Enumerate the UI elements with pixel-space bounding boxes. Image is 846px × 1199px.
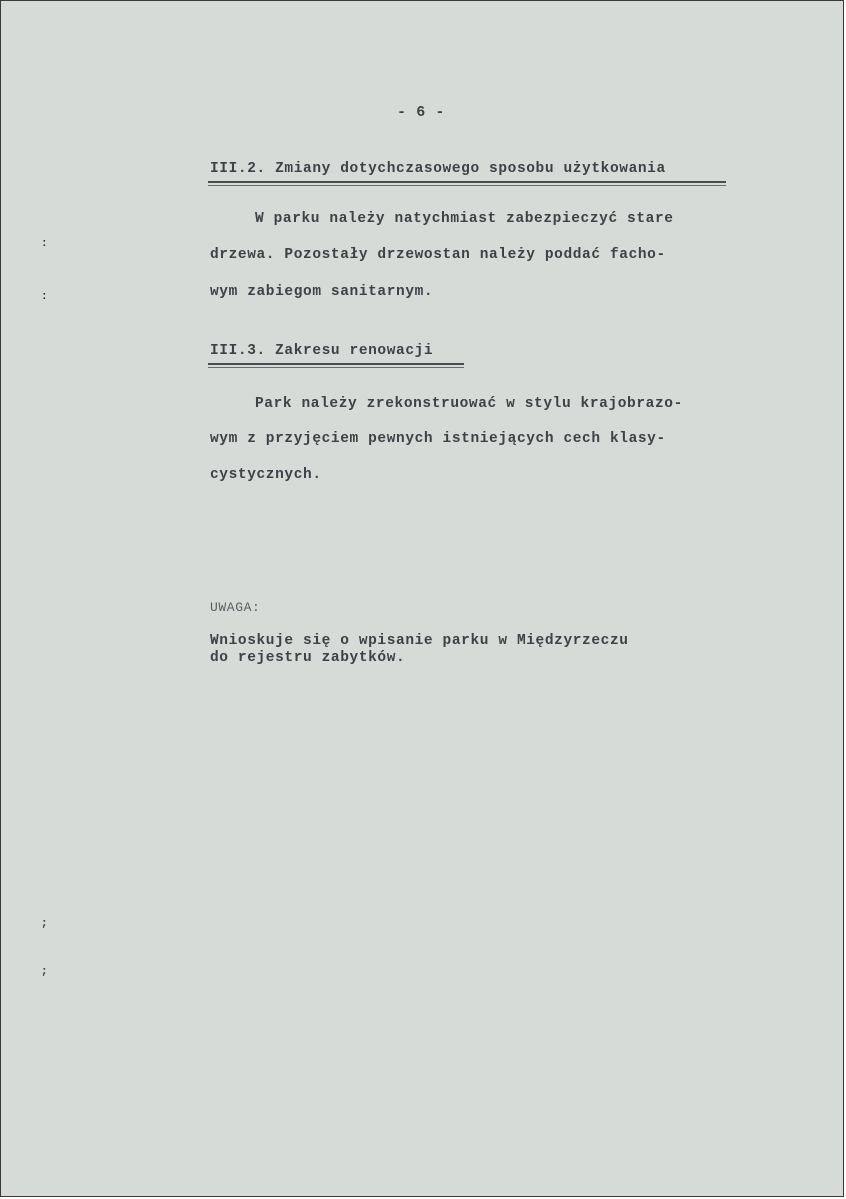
margin-mark: ; [41,966,48,978]
heading-underline-secondary [208,185,726,186]
section-3-line-3: cystycznych. [210,467,322,483]
section-2-line-2: drzewa. Pozostały drzewostan należy poddać facho- [210,247,666,263]
section-3-line-1: Park należy zrekonstruować w stylu krajobrazo- [255,396,683,412]
note-line-2: do rejestru zabytków. [210,650,406,666]
heading-underline [208,181,726,183]
section-heading-iii-2: III.2. Zmiany dotychczasowego sposobu użytkowania [210,161,666,177]
margin-mark: : [41,291,48,303]
heading-underline-secondary [208,367,464,368]
note-line-1: Wnioskuje się o wpisanie parku w Międzyrzeczu [210,633,629,649]
section-2-line-1: W parku należy natychmiast zabezpieczyć stare [255,211,674,227]
section-3-line-2: wym z przyjęciem pewnych istniejących cech klasy- [210,431,666,447]
section-2-line-3: wym zabiegom sanitarnym. [210,284,434,300]
note-label: UWAGA: [210,600,261,615]
section-heading-iii-3: III.3. Zakresu renowacji [210,343,434,359]
margin-mark: ; [41,918,48,930]
heading-underline [208,363,464,365]
margin-mark: : [41,238,48,250]
page-number: - 6 - [397,104,446,121]
